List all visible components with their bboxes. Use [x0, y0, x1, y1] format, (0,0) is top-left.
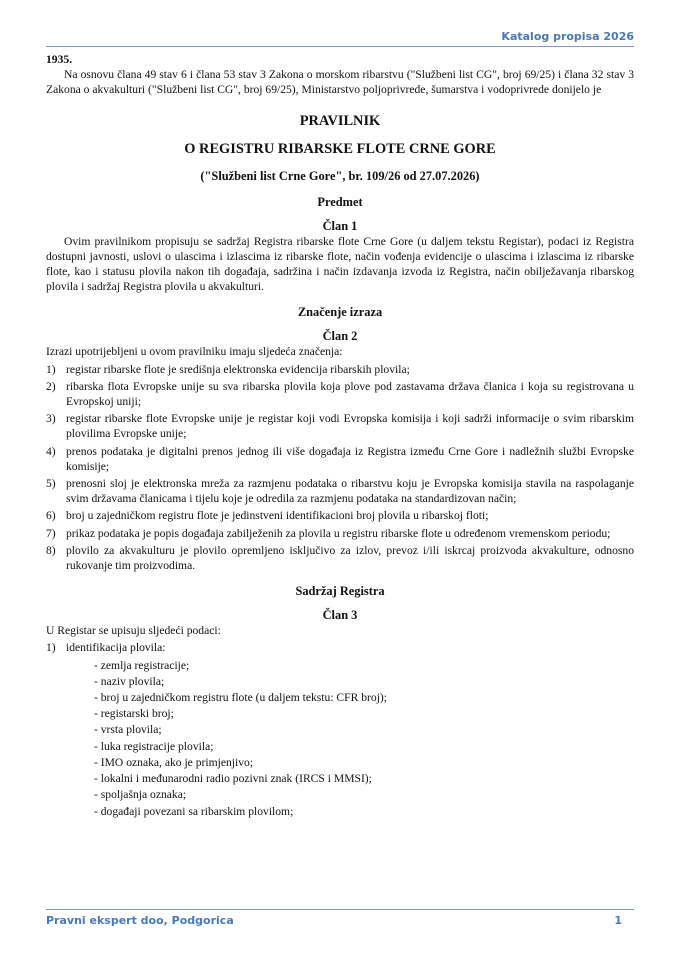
section-heading-predmet: Predmet [317, 194, 363, 209]
article-2-intro: Izrazi upotrijebljeni u ovom pravilniku imaju sljedeća značenja: [46, 345, 343, 359]
list-item: - registarski broj; [94, 707, 174, 721]
list-item: - zemlja registracije; [94, 658, 190, 672]
article-3-intro: U Registar se upisuju sljedeći podaci: [46, 624, 221, 638]
document-subtitle: O REGISTRU RIBARSKE FLOTE CRNE GORE [184, 140, 496, 157]
article-1-text: Ovim pravilnikom propisuju se sadržaj Registra ribarske flote Crne Gore (u daljem tekstu Registar), podaci iz Registra dostupni javnosti, uslovi o ulascima i izlascima iz ribarske flote, način vođenja evidencije o ulascima i izlascima iz ribarske flote, kao i statusu plovila nakon tih događaja, sadržina i način izdavanja izvoda iz Registra, način obilježavanja ribarskog plovila i sadržaj Registra plovila u akvakulturi. [46, 234, 634, 294]
list-item: - događaji povezani sa ribarskim plovilom; [94, 804, 294, 818]
preamble: Na osnovu člana 49 stav 6 i člana 53 stav 3 Zakona o morskom ribarstvu ("Službeni list CG", broj 69/25) i člana 32 stav 3 Zakona o akvakulturi ("Službeni list CG", broj 69/25), Ministarstvo poljoprivrede, šumarstva i vodoprivrede donijelo je [46, 68, 634, 97]
page-number: 1 [614, 914, 622, 927]
catalog-title: Katalog propisa 2026 [501, 30, 634, 43]
page-footer [46, 909, 634, 930]
list-item: - luka registracije plovila; [94, 739, 214, 753]
vessel-identification-sublist [46, 658, 634, 819]
list-item: 5) prenosni sloj je elektronska mreža za razmjenu podataka o ribarstvu koju je Evropska komisija stavila na raspolaganje svim državama članicama i tijelu koje je odredila za razmjenu podataka na standardizovan način; [46, 477, 634, 506]
article-1-heading: Član 1 [322, 218, 358, 233]
page-header [46, 30, 634, 47]
list-item: - IMO oznaka, ako je primjenjivo; [94, 755, 254, 769]
list-item: - spoljašnja oznaka; [94, 788, 187, 802]
section-heading-register-content: Sadržaj Registra [295, 584, 385, 599]
list-item: - naziv plovila; [94, 674, 165, 688]
register-data-list [46, 640, 634, 655]
gazette-reference: ("Službeni list Crne Gore", br. 109/26 od 27.07.2026) [200, 168, 480, 183]
list-item: 6) broj u zajedničkom registru flote je jedinstveni identifikacioni broj plovila u ribarskoj floti; [46, 509, 489, 523]
list-item: 7) prikaz podataka je popis događaja zabilježenih za plovila u registru ribarske flote u određenom vremenskom periodu; [46, 526, 611, 540]
list-item: - lokalni i međunarodni radio pozivni znak (IRCS i MMSI); [94, 772, 372, 786]
list-item: 1) registar ribarske flote je središnja elektronska evidencija ribarskih plovila; [46, 362, 410, 376]
list-item: 1) identifikacija plovila: [46, 641, 166, 655]
definitions-list [46, 362, 634, 574]
list-item: 3) registar ribarske flote Evropske unije je registar koji vodi Evropska komisija i koji sadrži informacije o svim ribarskim plovilima Evropske unije; [46, 412, 634, 441]
article-3-heading: Član 3 [322, 608, 358, 623]
document-body [46, 52, 634, 820]
document-title: PRAVILNIK [299, 112, 381, 129]
list-item: 2) ribarska flota Evropske unije su sva ribarska plovila koja plove pod zastavama država članica i koja su registrovana u Evropskoj uniji; [46, 379, 634, 409]
document-number: 1935. [46, 53, 73, 66]
list-item: 4) prenos podataka je digitalni prenos jednog ili više događaja iz Registra između Crne Gore i nadležnih službi Evropske komisije; [46, 444, 634, 473]
list-item: - vrsta plovila; [94, 723, 162, 737]
section-heading-definitions: Značenje izraza [297, 305, 383, 320]
list-item: - broj u zajedničkom registru flote (u daljem tekstu: CFR broj); [94, 691, 388, 705]
publisher-name: Pravni ekspert doo, Podgorica [46, 914, 234, 927]
article-2-heading: Član 2 [322, 329, 358, 344]
list-item: 8) plovilo za akvakulturu je plovilo opremljeno isključivo za izlov, prevoz i/ili iskrcaj proizvoda akvakulture, odnosno rukovanje tim proizvodima. [46, 543, 634, 573]
